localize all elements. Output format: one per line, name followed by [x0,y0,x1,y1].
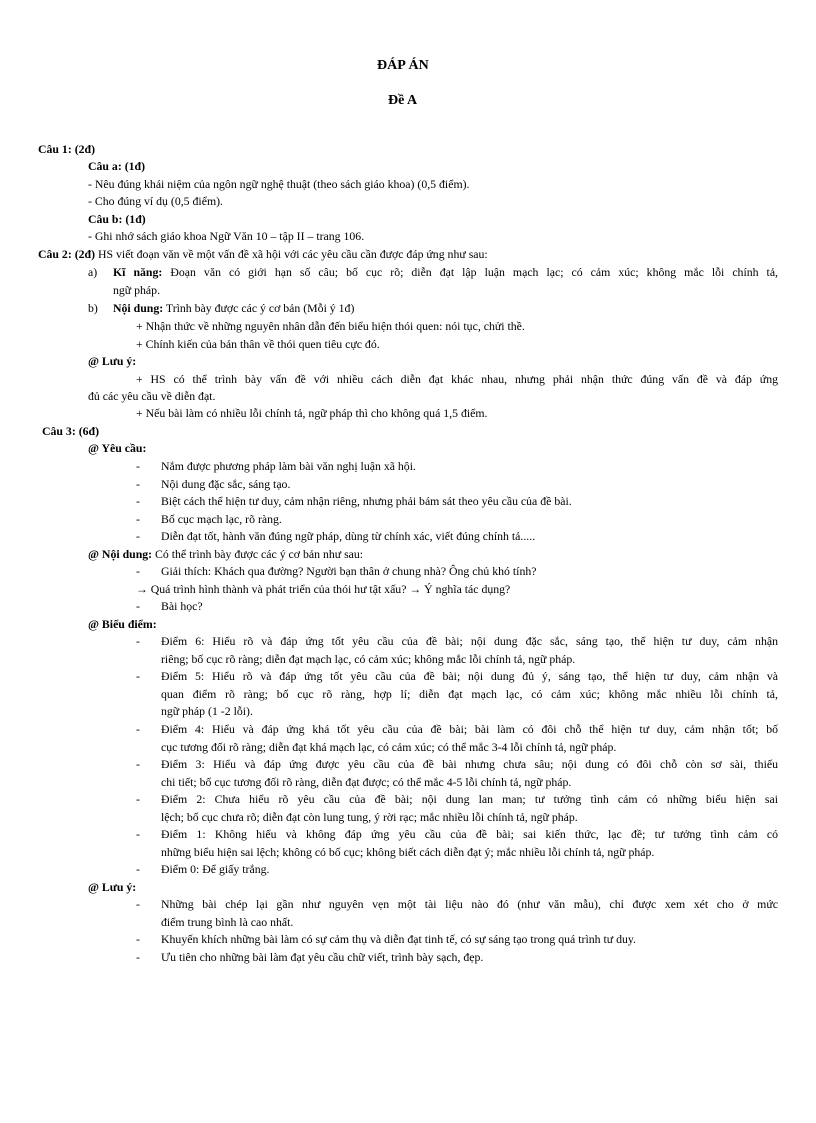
bullet-dash: - [136,757,140,771]
content-item: Bài học? [161,599,203,613]
requirement-item: Bố cục mạch lạc, rõ ràng. [161,512,282,526]
arrow-line: → Quá trình hình thành và phát triển của thói hư tật xấu? → Ý nghĩa tác dụng? [136,582,511,596]
bullet-dash: - [136,529,140,543]
score-line: quan điểm rõ ràng; bố cục rõ ràng, hợp lí; diễn đạt mạch lạc, có cảm xúc; không mắc nhiều lỗi chính tả, [161,687,778,701]
score-line: Điểm 0: Để giấy trắng. [161,862,270,876]
question-2-intro: HS viết đoạn văn về một vấn đề xã hội với các yêu cầu cần được đáp ứng như sau: [97,247,488,261]
score-line: Điểm 3: Hiểu và đáp ứng được yêu cầu của đề bài nhưng chưa sâu; nội dung có đôi chỗ còn sơ sài, thiếu [161,757,778,771]
bullet-dash: - [136,564,140,578]
bullet-dash: - [136,512,140,526]
question-3-note-heading: @ Lưu ý: [88,880,137,894]
question-1-heading: Câu 1: (2đ) [38,142,96,156]
bullet-dash: - [136,792,140,806]
score-line: ngữ pháp (1 -2 lỗi). [161,704,253,718]
question-1a-heading: Câu a: (1đ) [88,159,146,173]
question-1b-heading: Câu b: (1đ) [88,212,146,226]
skills-line [113,265,778,280]
skills-label: Kĩ năng: [113,265,163,279]
score-line: cục tương đối rõ ràng; diễn đạt khá mạch lạc, có cảm xúc; có thể mắc 3-4 lỗi chính tả, ngữ pháp. [161,740,617,754]
bullet-dash: - [136,634,140,648]
requirement-item: Nắm được phương pháp làm bài văn nghị luận xã hội. [161,459,416,473]
skills-text-cont: ngữ pháp. [113,283,161,297]
note-line: điểm trung bình là cao nhất. [161,915,294,929]
question-2-heading-line [38,247,488,262]
note-line-cont: đủ các yêu cầu về diễn đạt. [88,389,216,403]
bullet-dash: - [136,477,140,491]
requirement-item: Diễn đạt tốt, hành văn đúng ngữ pháp, dùng từ chính xác, viết đúng chính tả..... [161,529,536,543]
bullet-dash: - [136,459,140,473]
note-line: Ưu tiên cho những bài làm đạt yêu cầu chữ viết, trình bày sạch, đẹp. [161,950,484,964]
skills-text: Đoạn văn có giới hạn số câu; bố cục rõ; diễn đạt lập luận mạch lạc; có cảm xúc; không mắc lỗi chính tả, [170,265,779,279]
score-line: những biểu hiện sai lệch; không có bố cục; không biết cách diễn đạt ý; mắc nhiều lỗi chính tả, ngữ pháp. [161,845,655,859]
bullet-dash: - [136,950,140,964]
bullet-dash: - [136,897,140,911]
item-a-label: a) [88,265,98,279]
note-line: + Nếu bài làm có nhiều lỗi chính tả, ngữ pháp thì cho không quá 1,5 điểm. [136,406,488,420]
score-line: Điểm 4: Hiểu và đáp ứng khá tốt yêu cầu của đề bài; bài làm có đôi chỗ thể hiện tư duy, cảm nhận tốt; bố [161,722,778,736]
score-line: riêng; bố cục rõ ràng; diễn đạt mạch lạc, có cảm xúc; không mắc lỗi chính tả, ngữ pháp. [161,652,576,666]
content-text: Có thể trình bày được các ý cơ bản như sau: [155,547,364,561]
note-line: + HS có thể trình bày vấn đề với nhiều cách diễn đạt khác nhau, nhưng phải nhận thức đúng vấn đề và đáp ứng [136,372,778,386]
content-label: Nội dung: [113,301,164,315]
question-2-heading: Câu 2: (2đ) [38,247,96,261]
score-line: chi tiết; bố cục tương đối rõ ràng, diễn đạt được; có thể mắc 4-5 lỗi chính tả, ngữ pháp. [161,775,572,789]
score-line: lệch; bố cục chưa rõ; diễn đạt còn lung tung, ý rời rạc; mắc nhiều lỗi chính tả, ngữ pháp. [161,810,578,824]
requirements-heading: @ Yêu cầu: [88,441,147,455]
bullet-dash: - [136,599,140,613]
content-line [113,301,354,316]
score-heading: @ Biểu điểm: [88,617,157,631]
content-item: Giải thích: Khách qua đường? Người bạn thân ở chung nhà? Ông chủ khó tính? [161,564,537,578]
bullet-dash: - [136,827,140,841]
content-line [88,547,363,562]
question-3-heading: Câu 3: (6đ) [42,424,100,438]
requirement-item: Biệt cách thể hiện tư duy, cảm nhận riêng, nhưng phải bám sát theo yêu cầu của đề bài. [161,494,572,508]
bullet-dash: - [136,494,140,508]
item-b-label: b) [88,301,98,315]
score-line: Điểm 1: Không hiểu và không đáp ứng yêu cầu của đề bài; sai kiến thức, lạc đề; tư tưởng tình cảm có [161,827,778,841]
bullet-dash: - [136,669,140,683]
content-heading: @ Nội dung: [88,547,153,561]
question-1a-line: - Cho đúng ví dụ (0,5 điểm). [88,194,223,208]
question-1a-line: - Nêu đúng khái niệm của ngôn ngữ nghệ thuật (theo sách giáo khoa) (0,5 điểm). [88,177,470,191]
document-title: ĐÁP ÁN [377,58,429,73]
note-line: Khuyến khích những bài làm có sự cảm thụ và diễn đạt tinh tế, có sự sáng tạo trong quá trình tư duy. [161,932,636,946]
score-line: Điểm 6: Hiểu rõ và đáp ứng tốt yêu cầu của đề bài; nội dung đặc sắc, sáng tạo, thể hiện tư duy, cảm nhận [161,634,778,648]
requirement-item: Nội dung đặc sắc, sáng tạo. [161,477,291,491]
score-line: Điểm 5: Hiểu rõ và đáp ứng tốt yêu cầu của đề bài; nội dung đủ ý, sáng tạo, thể hiện tư duy, cảm nhận và [161,669,778,683]
document-subtitle: Đề A [388,93,418,108]
content-item: + Chính kiến của bản thân về thói quen tiêu cực đó. [136,337,380,351]
score-line: Điểm 2: Chưa hiểu rõ yêu cầu của đề bài; nội dung lan man; tư tưởng tình cảm có những biểu hiện sai [161,792,778,806]
bullet-dash: - [136,862,140,876]
content-item: + Nhận thức về những nguyên nhân dẫn đến biểu hiện thói quen: nói tục, chửi thề. [136,319,525,333]
content-text: Trình bày được các ý cơ bản (Mỗi ý 1đ) [165,301,355,315]
bullet-dash: - [136,932,140,946]
question-1b-line: - Ghi nhớ sách giáo khoa Ngữ Văn 10 – tập II – trang 106. [88,229,365,243]
note-line: Những bài chép lại gần như nguyên vẹn một tài liệu nào đó (như văn mẫu), chỉ được xem xét cho ở mức [161,897,778,911]
question-2-note-heading: @ Lưu ý: [88,354,137,368]
bullet-dash: - [136,722,140,736]
